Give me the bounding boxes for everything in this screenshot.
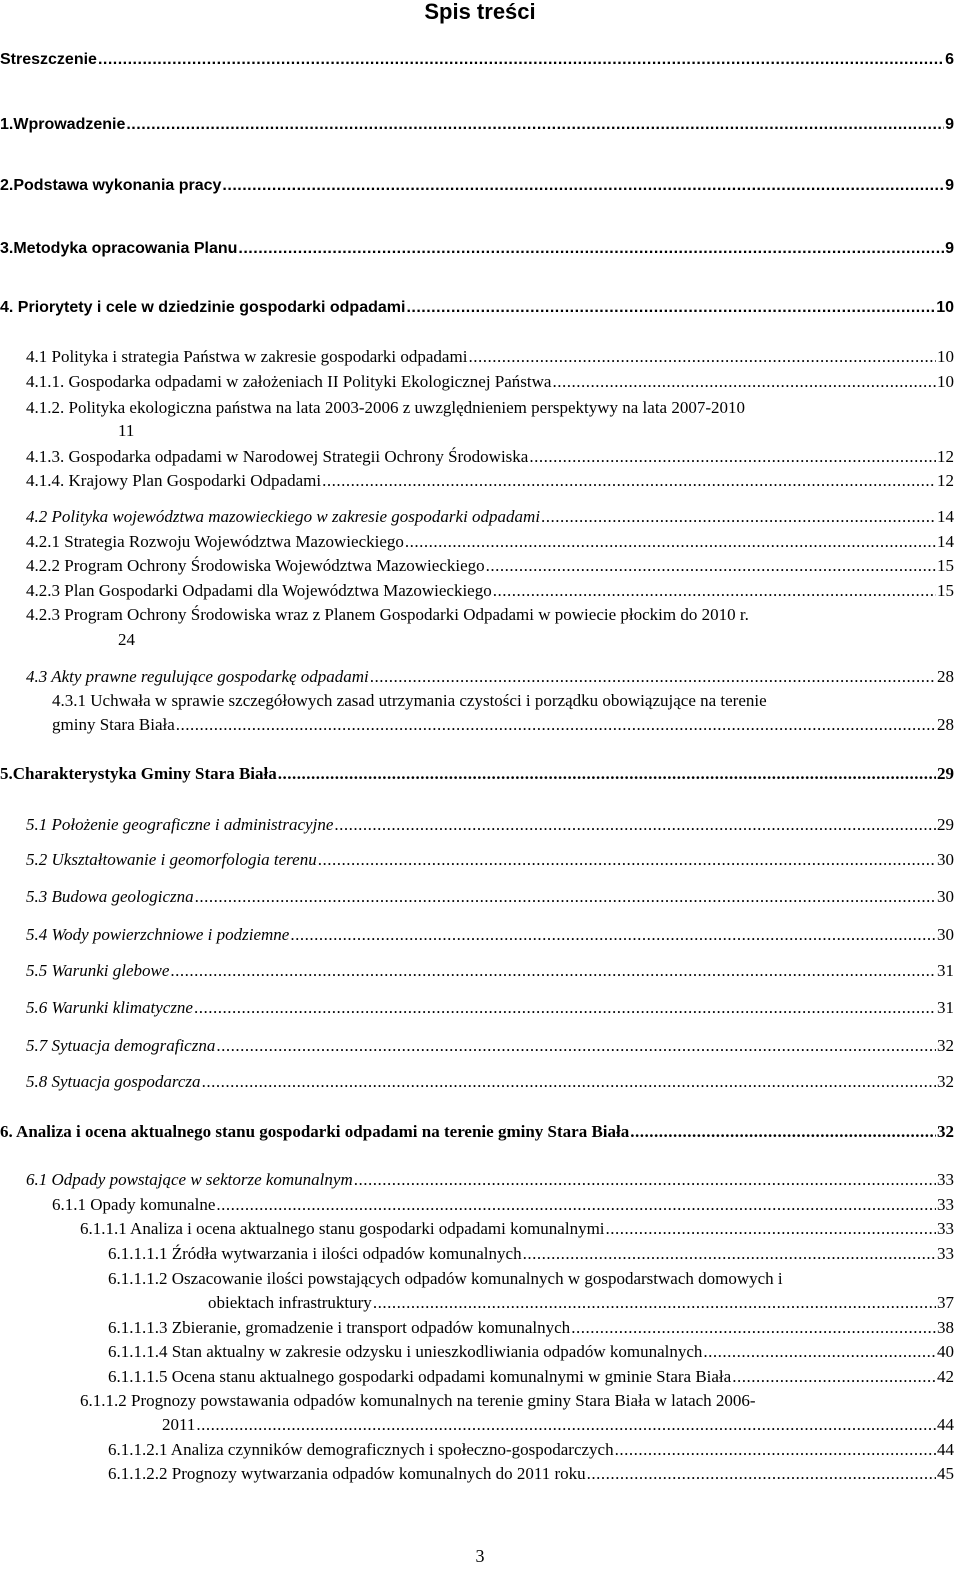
- toc-entry-text: 4. Priorytety i cele w dziedzinie gospodarki odpadami: [0, 299, 406, 316]
- toc-entry-continuation[interactable]: [208, 1292, 954, 1314]
- toc-entry-text: 4.1.4. Krajowy Plan Gospodarki Odpadami: [26, 471, 322, 490]
- toc-leader: [222, 175, 944, 197]
- toc-entry-page: 15: [937, 581, 954, 600]
- toc-entry[interactable]: [26, 346, 954, 368]
- toc-entry-page: 12: [937, 447, 954, 466]
- toc-entry-page: 44: [937, 1440, 954, 1459]
- toc-entry-page: 29: [937, 815, 954, 834]
- toc-entry-text: 6.1.1.1.3 Zbieranie, gromadzenie i transport odpadów komunalnych: [108, 1318, 571, 1337]
- toc-leader: [571, 1317, 936, 1339]
- toc-entry-page: 33: [937, 1244, 954, 1263]
- toc-entry-text: 2011: [162, 1415, 196, 1434]
- toc-entry-text: 1.Wprowadzenie: [0, 116, 126, 133]
- toc-entry-text: 5.8 Sytuacja gospodarcza: [26, 1072, 201, 1091]
- toc-entry[interactable]: [26, 666, 954, 688]
- toc-entry-page: 10: [937, 347, 954, 366]
- toc-entry[interactable]: [26, 371, 954, 393]
- toc-entry-text: 4.2.2 Program Ochrony Środowiska Województwa Mazowieckiego: [26, 556, 485, 575]
- toc-entry[interactable]: [0, 297, 954, 319]
- toc-entry-page: 31: [937, 961, 954, 980]
- toc-leader: [334, 814, 936, 836]
- toc-entry[interactable]: [0, 1121, 954, 1143]
- toc-entry-page: 44: [937, 1415, 954, 1434]
- toc-entry-page: 32: [937, 1122, 954, 1141]
- toc-entry-page: 28: [937, 715, 954, 734]
- toc-entry-page: 12: [937, 471, 954, 490]
- toc-leader: [318, 849, 936, 871]
- toc-leader: [703, 1341, 936, 1363]
- toc-entry-text: 5.3 Budowa geologiczna: [26, 887, 194, 906]
- toc-leader: [196, 1414, 936, 1436]
- toc-entry-text: 4.2.1 Strategia Rozwoju Województwa Mazowieckiego: [26, 532, 404, 551]
- page-number: 3: [475, 1546, 485, 1566]
- toc-leader: [216, 1194, 936, 1216]
- toc-leader: [541, 506, 936, 528]
- toc-entry-text: 5.7 Sytuacja demograficzna: [26, 1036, 216, 1055]
- toc-entry-text: 6.1.1.2.2 Prognozy wytwarzania odpadów komunalnych do 2011 roku: [108, 1464, 586, 1483]
- toc-entry-text: 5.5 Warunki glebowe: [26, 961, 170, 980]
- toc-entry[interactable]: [0, 175, 954, 197]
- toc-entry-text[interactable]: 6.1.1.2 Prognozy powstawania odpadów komunalnych na terenie gminy Stara Biała w latach 2006-: [80, 1391, 756, 1410]
- toc-entry-text: 4.1 Polityka i strategia Państwa w zakresie gospodarki odpadami: [26, 347, 468, 366]
- toc-entry-text: 6.1.1.1 Analiza i ocena aktualnego stanu gospodarki odpadami komunalnymi: [80, 1219, 605, 1238]
- toc-leader: [126, 114, 944, 136]
- toc-entry[interactable]: [108, 1317, 954, 1339]
- toc-entry-page: 28: [937, 667, 954, 686]
- toc-leader: [238, 238, 944, 260]
- toc-entry-page: 33: [937, 1195, 954, 1214]
- toc-entry[interactable]: [26, 997, 954, 1019]
- toc-entry-page: 32: [937, 1072, 954, 1091]
- toc-entry[interactable]: [0, 763, 954, 785]
- toc-entry-text: gminy Stara Biała: [52, 715, 175, 734]
- toc-entry-text: 5.4 Wody powierzchniowe i podziemne: [26, 925, 290, 944]
- toc-leader: [405, 531, 936, 553]
- toc-entry-text: 6.1.1.1.5 Ocena stanu aktualnego gospodarki odpadami komunalnymi w gminie Stara Biała: [108, 1367, 732, 1386]
- toc-leader: [529, 446, 936, 468]
- toc-entry[interactable]: [26, 960, 954, 982]
- toc-entry-page: 32: [937, 1036, 954, 1055]
- toc-entry-text[interactable]: 6.1.1.1.2 Oszacowanie ilości powstających odpadów komunalnych w gospodarstwach domowych i: [108, 1269, 783, 1288]
- toc-entry[interactable]: [80, 1218, 954, 1240]
- toc-entry-page: 33: [937, 1219, 954, 1238]
- toc-leader: [587, 1463, 936, 1485]
- toc-entry-page: 29: [937, 764, 954, 783]
- toc-leader: [493, 580, 936, 602]
- toc-entry-page: 14: [937, 532, 954, 551]
- page-title: Spis treści: [424, 0, 536, 24]
- toc-entry-page: 14: [937, 507, 954, 526]
- toc-entry[interactable]: [108, 1243, 954, 1265]
- toc-entry-page: 30: [937, 925, 954, 944]
- toc-entry[interactable]: [108, 1439, 954, 1461]
- toc-entry-page: 10: [937, 372, 954, 391]
- toc-entry-text: 5.6 Warunki klimatyczne: [26, 998, 193, 1017]
- toc-leader: [468, 346, 936, 368]
- toc-entry-text: 5.2 Ukształtowanie i geomorfologia terenu: [26, 850, 317, 869]
- toc-entry-page: 33: [937, 1170, 954, 1189]
- toc-entry-page: 31: [937, 998, 954, 1017]
- toc-entry-text: 6.1.1.2.1 Analiza czynników demograficznych i społeczno-gospodarczych: [108, 1440, 614, 1459]
- toc-entry-text: 4.3 Akty prawne regulujące gospodarkę odpadami: [26, 667, 369, 686]
- toc-leader: [176, 714, 936, 736]
- toc-entry-page: 38: [937, 1318, 954, 1337]
- toc-leader: [290, 924, 936, 946]
- toc-entry[interactable]: [26, 849, 954, 871]
- toc-entry-page: 15: [937, 556, 954, 575]
- toc-entry-text[interactable]: 4.2.3 Program Ochrony Środowiska wraz z Planem Gospodarki Odpadami w powiecie płockim do 2010 r.: [26, 605, 749, 624]
- toc-entry[interactable]: [26, 814, 954, 836]
- toc-entry[interactable]: [0, 49, 954, 71]
- toc-entry[interactable]: [0, 114, 954, 136]
- toc-entry-page: 6: [945, 51, 954, 68]
- toc-entry-page: 30: [937, 850, 954, 869]
- toc-entry-text: 6.1.1.1.4 Stan aktualny w zakresie odzysku i unieszkodliwiania odpadów komunalnych: [108, 1342, 703, 1361]
- toc-leader: [486, 555, 936, 577]
- toc-entry-continuation[interactable]: [162, 1414, 954, 1436]
- toc-leader: [170, 960, 936, 982]
- toc-leader: [406, 297, 935, 319]
- toc-entry-text: obiektach infrastruktury: [208, 1293, 372, 1312]
- toc-entry-text: 6.1.1 Opady komunalne: [52, 1195, 216, 1214]
- toc-entry-text: 2.Podstawa wykonania pracy: [0, 177, 222, 194]
- toc-entry-text[interactable]: 4.3.1 Uchwała w sprawie szczegółowych zasad utrzymania czystości i porządku obowiązujące na terenie: [52, 691, 767, 710]
- toc-leader: [202, 1071, 936, 1093]
- toc-entry-text[interactable]: 4.1.2. Polityka ekologiczna państwa na lata 2003-2006 z uwzględnieniem perspektywy na lata 2007-2010: [26, 398, 746, 417]
- toc-entry-text: 6. Analiza i ocena aktualnego stanu gospodarki odpadami na terenie gminy Stara Biała: [0, 1122, 630, 1141]
- toc-entry[interactable]: [26, 555, 954, 577]
- toc-entry[interactable]: [0, 238, 954, 260]
- toc-entry-text: 6.1.1.1.1 Źródła wytwarzania i ilości odpadów komunalnych: [108, 1244, 522, 1263]
- toc-leader: [322, 470, 936, 492]
- toc-entry[interactable]: [108, 1463, 954, 1485]
- toc-entry-page: 37: [937, 1293, 954, 1312]
- toc-entry[interactable]: [26, 1169, 954, 1191]
- toc-leader: [552, 371, 936, 393]
- toc-leader: [732, 1366, 936, 1388]
- toc-leader: [194, 997, 936, 1019]
- toc-entry[interactable]: [26, 1035, 954, 1057]
- toc-entry[interactable]: [26, 924, 954, 946]
- toc-entry[interactable]: [26, 886, 954, 908]
- toc-leader: [278, 763, 936, 785]
- toc-entry-text: 5.Charakterystyka Gminy Stara Biała: [0, 764, 277, 783]
- toc-entry-text: Streszczenie: [0, 51, 97, 68]
- toc-entry[interactable]: [108, 1341, 954, 1363]
- toc-entry-page: 10: [936, 299, 954, 316]
- toc-leader: [523, 1243, 936, 1265]
- toc-leader: [195, 886, 936, 908]
- toc-entry-page: 40: [937, 1342, 954, 1361]
- toc-entry[interactable]: [52, 1194, 954, 1216]
- toc-leader: [370, 666, 936, 688]
- toc-leader: [615, 1439, 936, 1461]
- toc-leader: [373, 1292, 936, 1314]
- toc-leader: [354, 1169, 936, 1191]
- toc-entry-page: 42: [937, 1367, 954, 1386]
- toc-entry-page: 30: [937, 887, 954, 906]
- toc-entry-page: 9: [945, 240, 954, 257]
- toc-entry-text: 4.1.1. Gospodarka odpadami w założeniach II Polityki Ekologicznej Państwa: [26, 372, 552, 391]
- toc-entry-text: 4.1.3. Gospodarka odpadami w Narodowej Strategii Ochrony Środowiska: [26, 447, 529, 466]
- toc-entry[interactable]: [26, 470, 954, 492]
- toc-entry[interactable]: [108, 1366, 954, 1388]
- toc-entry-page: 45: [937, 1464, 954, 1483]
- toc-entry-text: 4.2.3 Plan Gospodarki Odpadami dla Województwa Mazowieckiego: [26, 581, 492, 600]
- toc-entry-page: 9: [945, 116, 954, 133]
- toc-entry-page: 9: [945, 177, 954, 194]
- toc-entry[interactable]: [26, 580, 954, 602]
- toc-entry-text: 6.1 Odpady powstające w sektorze komunalnym: [26, 1170, 353, 1189]
- toc-leader: [630, 1121, 936, 1143]
- toc-entry-text: 3.Metodyka opracowania Planu: [0, 240, 238, 257]
- toc-entry-page: 24: [118, 630, 135, 649]
- toc-entry-continuation[interactable]: [52, 714, 954, 736]
- toc-leader: [216, 1035, 936, 1057]
- toc-entry[interactable]: [26, 506, 954, 528]
- toc-entry[interactable]: [26, 446, 954, 468]
- toc-entry[interactable]: [26, 1071, 954, 1093]
- toc-leader: [98, 49, 944, 71]
- toc-entry-page: 11: [118, 421, 135, 440]
- toc-entry-text: 4.2 Polityka województwa mazowieckiego w zakresie gospodarki odpadami: [26, 507, 541, 526]
- toc-leader: [606, 1218, 936, 1240]
- toc-entry[interactable]: [26, 531, 954, 553]
- toc-entry-text: 5.1 Położenie geograficzne i administracyjne: [26, 815, 334, 834]
